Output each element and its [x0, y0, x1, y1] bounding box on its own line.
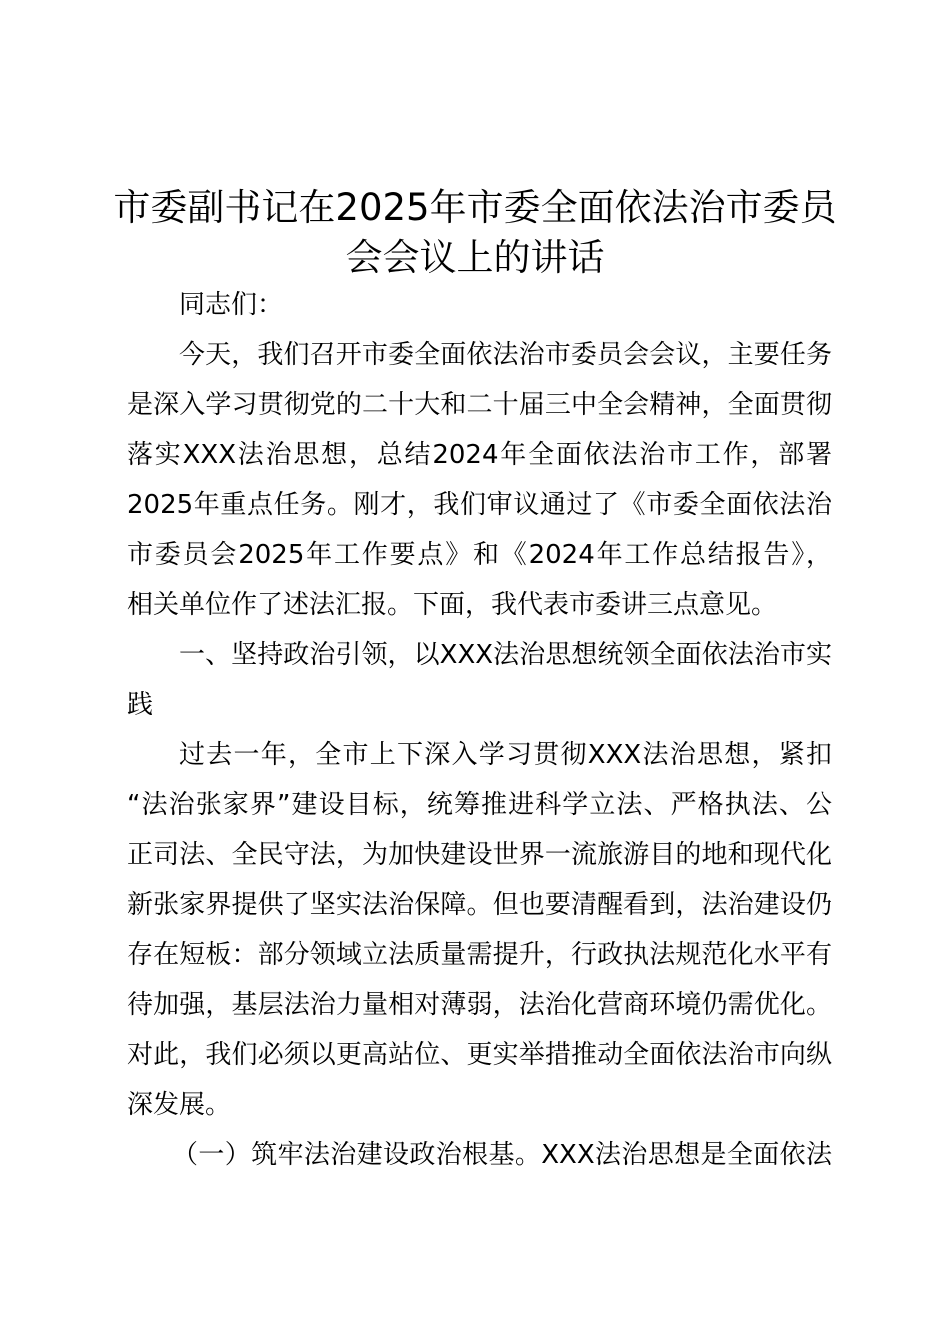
paragraph-line: 市委员会2025年工作要点》和《2024年工作总结报告》， — [127, 540, 832, 570]
paragraph-line: 存在短板：部分领域立法质量需提升，行政执法规范化水平有 — [127, 940, 832, 970]
document-title-line-1: 市委副书记在2025年市委全面依法治市委员 — [113, 186, 837, 229]
paragraph-line: 今天，我们召开市委全面依法治市委员会会议，主要任务 — [179, 340, 832, 370]
section-heading-line: 践 — [127, 690, 154, 720]
paragraph-line: 深发展。 — [127, 1090, 232, 1120]
paragraph-line: 新张家界提供了坚实法治保障。但也要清醒看到，法治建设仍 — [127, 890, 832, 920]
section-heading-line: 一、坚持政治引领，以XXX法治思想统领全面依法治市实 — [179, 640, 832, 670]
paragraph-line: 过去一年，全市上下深入学习贯彻XXX法治思想，紧扣 — [179, 740, 832, 770]
paragraph-line: 落实XXX法治思想，总结2024年全面依法治市工作，部署 — [127, 440, 832, 470]
paragraph-line: 相关单位作了述法汇报。下面，我代表市委讲三点意见。 — [127, 590, 778, 620]
document-title-line-2: 会会议上的讲话 — [345, 236, 605, 279]
paragraph-line: 2025年重点任务。刚才，我们审议通过了《市委全面依法治 — [127, 490, 832, 520]
paragraph-line: 正司法、全民守法，为加快建设世界一流旅游目的地和现代化 — [127, 840, 832, 870]
paragraph-line: 是深入学习贯彻党的二十大和二十届三中全会精神，全面贯彻 — [127, 390, 832, 420]
salutation: 同志们： — [179, 290, 284, 320]
subsection-heading-line: （一）筑牢法治建设政治根基。XXX法治思想是全面依法 — [172, 1140, 832, 1170]
paragraph-line: 对此，我们必须以更高站位、更实举措推动全面依法治市向纵 — [127, 1040, 832, 1070]
paragraph-line: “法治张家界”建设目标，统筹推进科学立法、严格执法、公 — [127, 790, 832, 820]
paragraph-line: 待加强，基层法治力量相对薄弱，法治化营商环境仍需优化。 — [127, 990, 832, 1020]
